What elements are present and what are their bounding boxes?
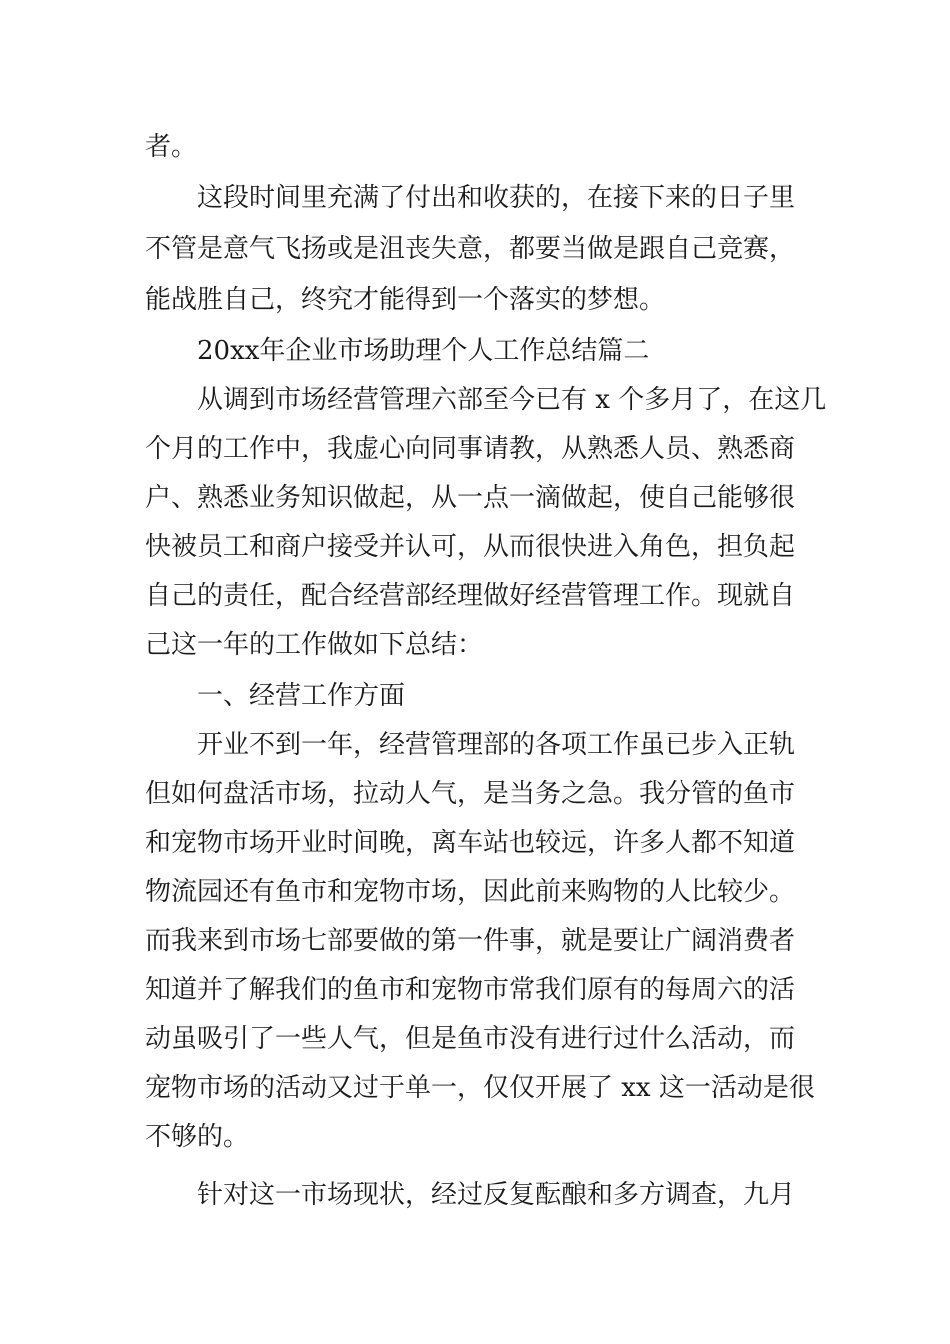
subsection-heading: 一、经营工作方面 <box>197 681 406 711</box>
text-line: 物流园还有鱼市和宠物市场，因此前来购物的人比较少。 <box>145 877 796 907</box>
text-line: 和宠物市场开业时间晚，离车站也较远，许多人都不知道 <box>145 828 796 858</box>
text-line: 己这一年的工作做如下总结： <box>145 630 484 660</box>
text-line: 能战胜自己，终究才能得到一个落实的梦想。 <box>145 285 666 315</box>
paragraph-start-line: 针对这一市场现状，经过反复酝酿和多方调查，九月 <box>197 1180 796 1210</box>
text-line: 不够的。 <box>145 1122 250 1152</box>
text-line: 动虽吸引了一些人气，但是鱼市没有进行过什么活动，而 <box>145 1024 796 1054</box>
text-line: 户、熟悉业务知识做起，从一点一滴做起，使自己能够很 <box>145 483 796 513</box>
text-line: 自己的责任，配合经营部经理做好经营管理工作。现就自 <box>145 581 796 611</box>
section-heading: 20xx年企业市场助理个人工作总结篇二 <box>197 336 650 366</box>
text-line: 者。 <box>145 132 198 162</box>
text-line: 不管是意气飞扬或是沮丧失意，都要当做是跟自己竞赛， <box>145 234 796 264</box>
text-line: 宠物市场的活动又过于单一，仅仅开展了 xx 这一活动是很 <box>145 1073 815 1103</box>
text-line: 个月的工作中，我虚心向同事请教，从熟悉人员、熟悉商 <box>145 434 796 464</box>
text-line: 但如何盘活市场，拉动人气，是当务之急。我分管的鱼市 <box>145 779 796 809</box>
text-line: 知道并了解我们的鱼市和宠物市常我们原有的每周六的活 <box>145 975 796 1005</box>
text-line: 快被员工和商户接受并认可，从而很快进入角色，担负起 <box>145 532 796 562</box>
text-line: 而我来到市场七部要做的第一件事，就是要让广阔消费者 <box>145 926 796 956</box>
paragraph-start-line: 这段时间里充满了付出和收获的，在接下来的日子里 <box>197 183 796 213</box>
paragraph-start-line: 从调到市场经营管理六部至今已有 x 个多月了，在这几 <box>197 385 827 415</box>
paragraph-start-line: 开业不到一年，经营管理部的各项工作虽已步入正轨 <box>197 730 796 760</box>
